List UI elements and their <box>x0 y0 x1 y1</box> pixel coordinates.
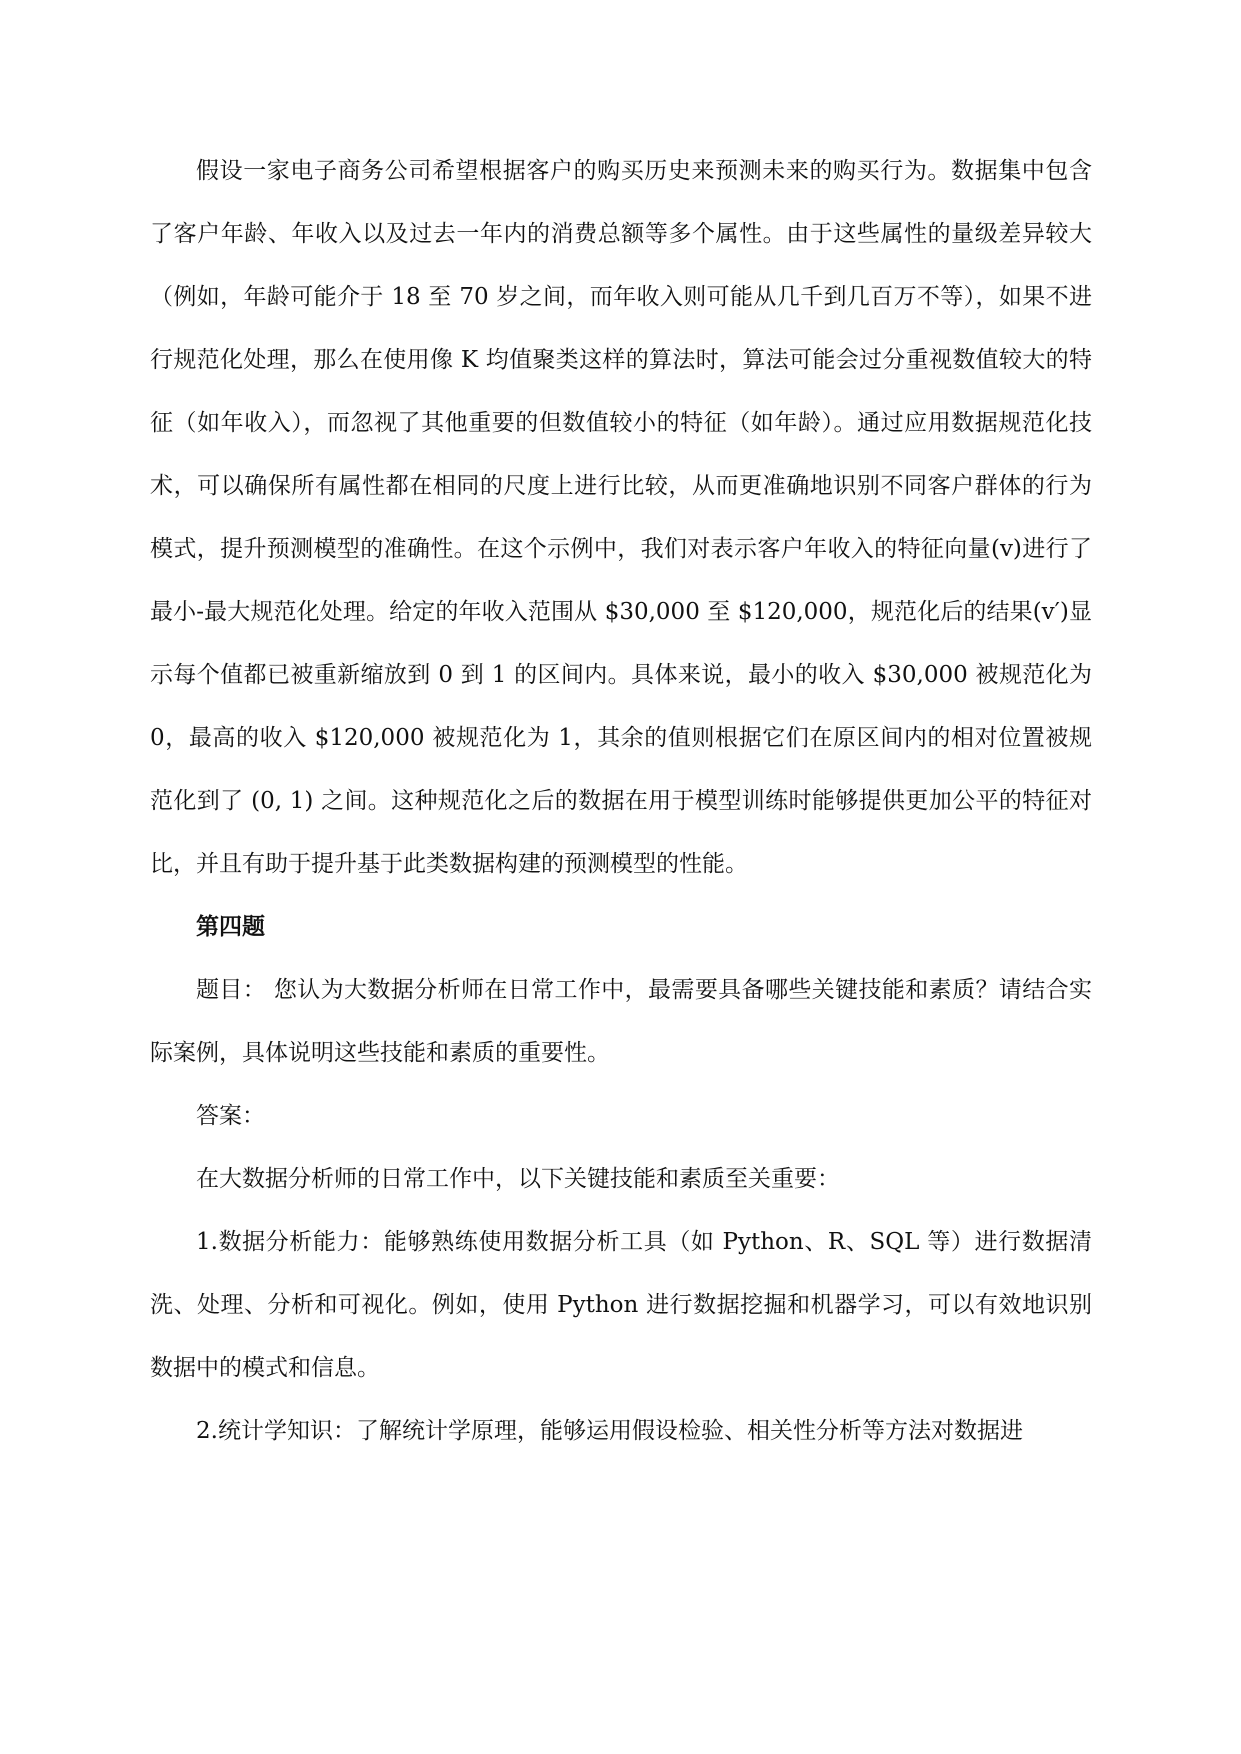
section-heading: 第四题 <box>196 914 265 940</box>
question-text: 题目： 您认为大数据分析师在日常工作中，最需要具备哪些关键技能和素质？请结合实际案例，具体说明这些技能和素质的重要性。 <box>150 977 1092 1066</box>
list-item-data-analysis: 1.数据分析能力：能够熟练使用数据分析工具（如 Python、R、SQL 等）进行数据清洗、处理、分析和可视化。例如，使用 Python 进行数据挖掘和机器学习，可以有效地识别数据中的模式和信息。 <box>150 1229 1092 1381</box>
list-item-statistics: 2.统计学知识：了解统计学原理，能够运用假设检验、相关性分析等方法对数据进 <box>196 1418 1023 1444</box>
answer-label: 答案： <box>196 1103 265 1129</box>
document-body <box>150 140 1092 1463</box>
answer-intro: 在大数据分析师的日常工作中，以下关键技能和素质至关重要： <box>196 1166 840 1192</box>
paragraph-normalization-example: 假设一家电子商务公司希望根据客户的购买历史来预测未来的购买行为。数据集中包含了客户年龄、年收入以及过去一年内的消费总额等多个属性。由于这些属性的量级差异较大（例如，年龄可能介于 18 至 70 岁之间，而年收入则可能从几千到几百万不等），如果不进行规范化处理，那么在使用像 K 均值聚类这样的算法时，算法可能会过分重视数值较大的特征（如年收入），而忽视了其他重要的但数值较小的特征（如年龄）。通过应用数据规范化技术，可以确保所有属性都在相同的尺度上进行比较，从而更准确地识别不同客户群体的行为模式，提升预测模型的准确性。在这个示例中，我们对表示客户年收入的特征向量(v)进行了最小-最大规范化处理。给定的年收入范围从 $30,000 至 $120,000，规范化后的结果(v′)显示每个值都已被重新缩放到 0 到 1 的区间内。具体来说，最小的收入 $30,000 被规范化为 0，最高的收入 $120,000 被规范化为 1，其余的值则根据它们在原区间内的相对位置被规范化到了 (0, 1) 之间。这种规范化之后的数据在用于模型训练时能够提供更加公平的特征对比，并且有助于提升基于此类数据构建的预测模型的性能。 <box>150 158 1092 877</box>
